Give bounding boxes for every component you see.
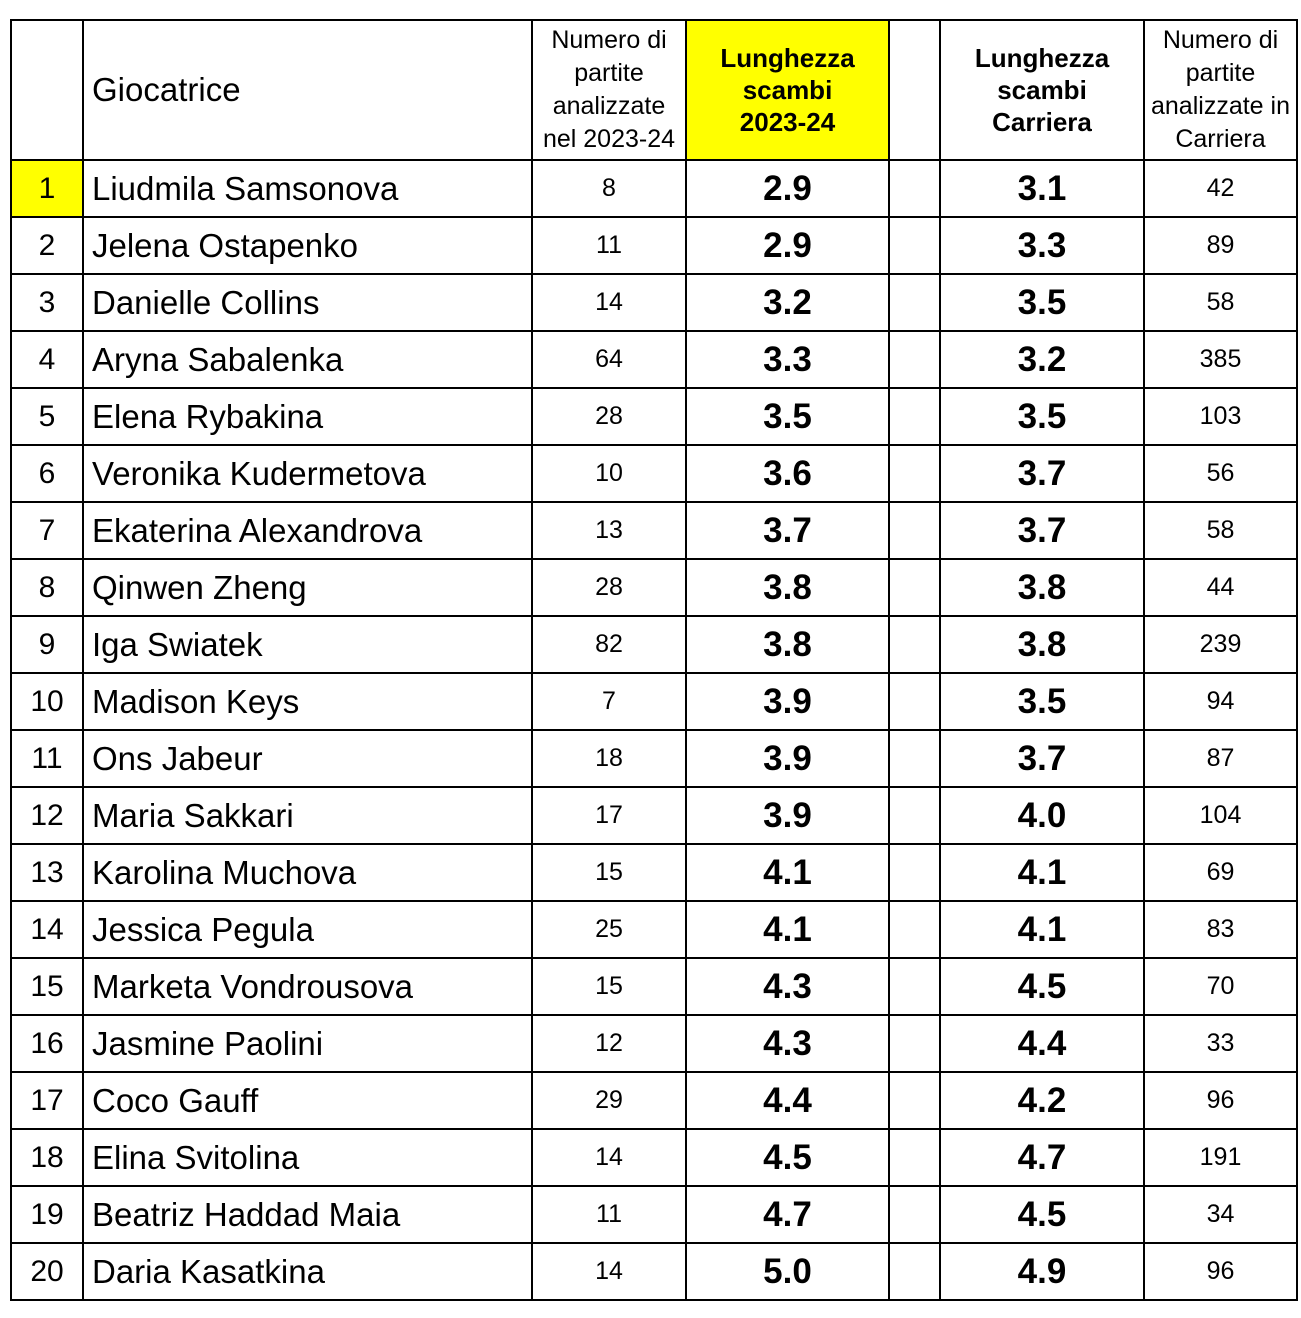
rally-season-value: 4.1 <box>686 844 889 901</box>
rank-cell: 1 <box>11 160 83 217</box>
matches-career-value: 239 <box>1144 616 1297 673</box>
table-row <box>11 1243 1297 1300</box>
player-name: Karolina Muchova <box>83 844 532 901</box>
rally-career-value: 4.0 <box>940 787 1144 844</box>
rally-career-value: 3.5 <box>940 274 1144 331</box>
header-matches-season-line: Numero di <box>551 26 667 54</box>
matches-season-value: 11 <box>532 1186 686 1243</box>
column-gap <box>889 1243 940 1300</box>
matches-career-value: 89 <box>1144 217 1297 274</box>
matches-season-value: 7 <box>532 673 686 730</box>
player-name: Iga Swiatek <box>83 616 532 673</box>
rally-season-value: 4.3 <box>686 958 889 1015</box>
rally-season-value: 3.8 <box>686 616 889 673</box>
player-name: Elena Rybakina <box>83 388 532 445</box>
header-rally-career-line: Carriera <box>992 107 1092 137</box>
player-name: Liudmila Samsonova <box>83 160 532 217</box>
rank-cell: 2 <box>11 217 83 274</box>
rally-career-value: 4.4 <box>940 1015 1144 1072</box>
column-gap <box>889 1129 940 1186</box>
player-name: Marketa Vondrousova <box>83 958 532 1015</box>
rank-cell: 13 <box>11 844 83 901</box>
rally-career-value: 4.5 <box>940 1186 1144 1243</box>
matches-career-value: 104 <box>1144 787 1297 844</box>
rank-cell: 16 <box>11 1015 83 1072</box>
header-matches-season <box>532 20 686 160</box>
rally-season-value: 3.9 <box>686 730 889 787</box>
player-name: Qinwen Zheng <box>83 559 532 616</box>
matches-career-value: 96 <box>1144 1072 1297 1129</box>
matches-season-value: 29 <box>532 1072 686 1129</box>
table-row <box>11 1015 1297 1072</box>
rank-cell: 4 <box>11 331 83 388</box>
header-matches-career-line: analizzate in <box>1151 92 1290 120</box>
column-gap <box>889 1072 940 1129</box>
header-matches-season-line: nel 2023-24 <box>542 125 676 153</box>
player-name: Daria Kasatkina <box>83 1243 532 1300</box>
rally-career-value: 3.1 <box>940 160 1144 217</box>
player-name: Jessica Pegula <box>83 901 532 958</box>
player-name: Ons Jabeur <box>83 730 532 787</box>
matches-career-value: 34 <box>1144 1186 1297 1243</box>
rally-season-value: 3.6 <box>686 445 889 502</box>
rank-cell: 15 <box>11 958 83 1015</box>
rally-season-value: 4.3 <box>686 1015 889 1072</box>
matches-season-value: 28 <box>532 559 686 616</box>
rank-cell: 14 <box>11 901 83 958</box>
player-name: Maria Sakkari <box>83 787 532 844</box>
header-rally-season <box>686 20 889 160</box>
rally-season-value: 3.9 <box>686 787 889 844</box>
table-row <box>11 388 1297 445</box>
rally-career-value: 3.5 <box>940 388 1144 445</box>
table-row <box>11 901 1297 958</box>
rank-cell: 17 <box>11 1072 83 1129</box>
header-row <box>11 20 1297 160</box>
header-rally-career <box>940 20 1144 160</box>
matches-career-value: 56 <box>1144 445 1297 502</box>
player-name: Coco Gauff <box>83 1072 532 1129</box>
matches-season-value: 17 <box>532 787 686 844</box>
column-gap <box>889 1186 940 1243</box>
header-player: Giocatrice <box>83 20 532 160</box>
rally-season-value: 3.8 <box>686 559 889 616</box>
matches-season-value: 15 <box>532 844 686 901</box>
column-gap <box>889 787 940 844</box>
table-row <box>11 160 1297 217</box>
header-matches-career-line: Numero di <box>1162 26 1279 54</box>
player-name: Beatriz Haddad Maia <box>83 1186 532 1243</box>
matches-career-value: 58 <box>1144 502 1297 559</box>
matches-season-value: 18 <box>532 730 686 787</box>
header-rally-career-line: scambi <box>997 75 1087 105</box>
rally-career-value: 4.5 <box>940 958 1144 1015</box>
rally-career-value: 3.7 <box>940 730 1144 787</box>
rally-season-value: 4.4 <box>686 1072 889 1129</box>
rank-cell: 6 <box>11 445 83 502</box>
column-gap <box>889 673 940 730</box>
matches-career-value: 96 <box>1144 1243 1297 1300</box>
matches-career-value: 94 <box>1144 673 1297 730</box>
rally-career-value: 3.7 <box>940 445 1144 502</box>
column-gap <box>889 20 940 160</box>
table-row <box>11 559 1297 616</box>
rally-season-value: 3.3 <box>686 331 889 388</box>
rally-career-value: 3.8 <box>940 616 1144 673</box>
matches-season-value: 10 <box>532 445 686 502</box>
matches-season-value: 82 <box>532 616 686 673</box>
matches-season-value: 14 <box>532 274 686 331</box>
rally-career-value: 4.7 <box>940 1129 1144 1186</box>
header-matches-career-line: partite <box>1185 59 1256 87</box>
column-gap <box>889 616 940 673</box>
matches-season-value: 14 <box>532 1243 686 1300</box>
matches-career-value: 103 <box>1144 388 1297 445</box>
player-name: Danielle Collins <box>83 274 532 331</box>
matches-career-value: 70 <box>1144 958 1297 1015</box>
table-row <box>11 1129 1297 1186</box>
table-row <box>11 958 1297 1015</box>
header-rally-season-line: scambi <box>742 75 833 105</box>
matches-career-value: 58 <box>1144 274 1297 331</box>
rally-career-value: 4.9 <box>940 1243 1144 1300</box>
rally-length-table <box>10 19 1298 1301</box>
rally-season-value: 2.9 <box>686 160 889 217</box>
header-matches-career <box>1144 20 1297 160</box>
rank-cell: 11 <box>11 730 83 787</box>
player-name: Jelena Ostapenko <box>83 217 532 274</box>
matches-career-value: 87 <box>1144 730 1297 787</box>
rally-career-value: 3.2 <box>940 331 1144 388</box>
rank-cell: 8 <box>11 559 83 616</box>
column-gap <box>889 958 940 1015</box>
rank-cell: 5 <box>11 388 83 445</box>
column-gap <box>889 730 940 787</box>
column-gap <box>889 502 940 559</box>
header-matches-career-line: Carriera <box>1175 125 1266 153</box>
column-gap <box>889 445 940 502</box>
rally-career-value: 4.1 <box>940 844 1144 901</box>
header-rally-season-line: Lunghezza <box>720 43 855 73</box>
matches-career-value: 69 <box>1144 844 1297 901</box>
rally-season-value: 4.5 <box>686 1129 889 1186</box>
matches-season-value: 11 <box>532 217 686 274</box>
rally-season-value: 3.7 <box>686 502 889 559</box>
rally-season-value: 4.1 <box>686 901 889 958</box>
matches-season-value: 15 <box>532 958 686 1015</box>
column-gap <box>889 844 940 901</box>
header-matches-season-line: analizzate <box>552 92 666 120</box>
matches-season-value: 25 <box>532 901 686 958</box>
rally-career-value: 3.5 <box>940 673 1144 730</box>
rank-cell: 7 <box>11 502 83 559</box>
rank-cell: 3 <box>11 274 83 331</box>
player-name: Elina Svitolina <box>83 1129 532 1186</box>
rally-career-value: 4.2 <box>940 1072 1144 1129</box>
rally-career-value: 3.7 <box>940 502 1144 559</box>
matches-career-value: 191 <box>1144 1129 1297 1186</box>
rally-season-value: 3.2 <box>686 274 889 331</box>
table-row <box>11 217 1297 274</box>
rally-season-value: 3.5 <box>686 388 889 445</box>
rally-career-value: 3.3 <box>940 217 1144 274</box>
matches-season-value: 14 <box>532 1129 686 1186</box>
rally-season-value: 4.7 <box>686 1186 889 1243</box>
table-row <box>11 445 1297 502</box>
column-gap <box>889 1015 940 1072</box>
header-matches-season-line: partite <box>574 59 644 87</box>
column-gap <box>889 217 940 274</box>
table-row <box>11 1072 1297 1129</box>
column-gap <box>889 274 940 331</box>
player-name: Ekaterina Alexandrova <box>83 502 532 559</box>
player-name: Madison Keys <box>83 673 532 730</box>
table-row <box>11 1186 1297 1243</box>
matches-career-value: 83 <box>1144 901 1297 958</box>
matches-season-value: 12 <box>532 1015 686 1072</box>
rank-cell: 18 <box>11 1129 83 1186</box>
matches-season-value: 13 <box>532 502 686 559</box>
column-gap <box>889 331 940 388</box>
table-row <box>11 844 1297 901</box>
table-row <box>11 673 1297 730</box>
column-gap <box>889 160 940 217</box>
table-row <box>11 616 1297 673</box>
table-row <box>11 502 1297 559</box>
matches-career-value: 44 <box>1144 559 1297 616</box>
matches-career-value: 385 <box>1144 331 1297 388</box>
rally-season-value: 3.9 <box>686 673 889 730</box>
rank-cell: 10 <box>11 673 83 730</box>
column-gap <box>889 559 940 616</box>
header-rally-career-line: Lunghezza <box>974 43 1110 73</box>
header-rank <box>11 20 83 160</box>
matches-season-value: 28 <box>532 388 686 445</box>
matches-career-value: 42 <box>1144 160 1297 217</box>
table-row <box>11 787 1297 844</box>
rank-cell: 20 <box>11 1243 83 1300</box>
player-name: Jasmine Paolini <box>83 1015 532 1072</box>
header-rally-season-line: 2023-24 <box>739 107 836 137</box>
matches-season-value: 64 <box>532 331 686 388</box>
table-row <box>11 730 1297 787</box>
rank-cell: 9 <box>11 616 83 673</box>
player-name: Veronika Kudermetova <box>83 445 532 502</box>
rally-season-value: 5.0 <box>686 1243 889 1300</box>
rally-career-value: 4.1 <box>940 901 1144 958</box>
column-gap <box>889 901 940 958</box>
table-row <box>11 274 1297 331</box>
column-gap <box>889 388 940 445</box>
rank-cell: 12 <box>11 787 83 844</box>
player-name: Aryna Sabalenka <box>83 331 532 388</box>
rally-career-value: 3.8 <box>940 559 1144 616</box>
rally-season-value: 2.9 <box>686 217 889 274</box>
table-row <box>11 331 1297 388</box>
table-body <box>11 160 1297 1300</box>
rank-cell: 19 <box>11 1186 83 1243</box>
matches-season-value: 8 <box>532 160 686 217</box>
matches-career-value: 33 <box>1144 1015 1297 1072</box>
